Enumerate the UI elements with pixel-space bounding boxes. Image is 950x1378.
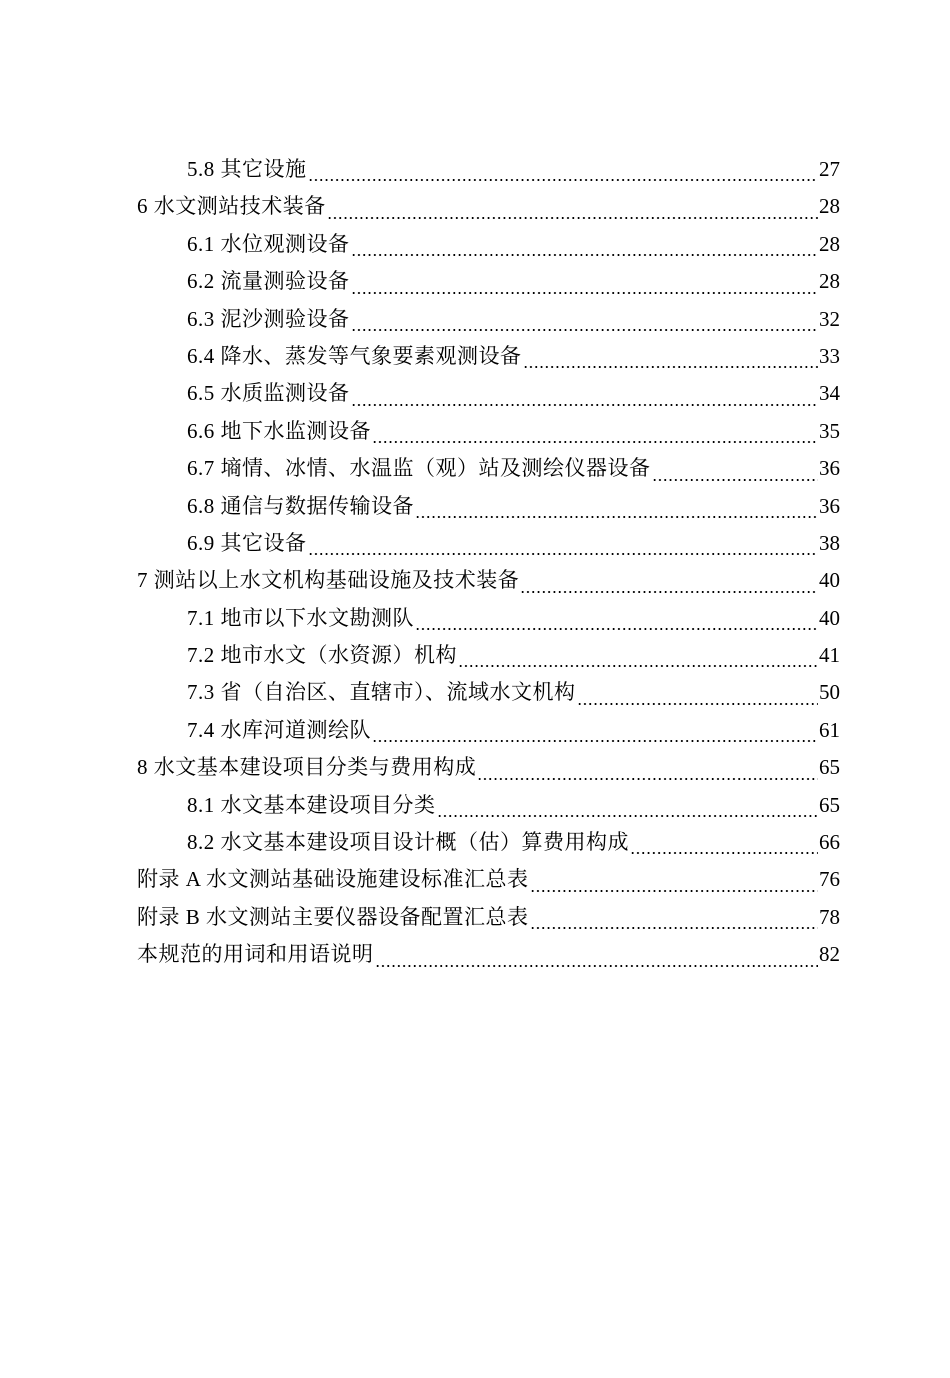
toc-entry-title: 5.8 其它设施 <box>187 157 307 181</box>
toc-entry[interactable] <box>0 188 950 225</box>
toc-entry-page-number: 66 <box>819 830 840 855</box>
toc-entry-title: 7.1 地市以下水文勘测队 <box>187 605 414 630</box>
toc-entry-title: 本规范的用词和用语说明 <box>137 942 374 967</box>
toc-entry-title: 6.4 降水、蒸发等气象要素观测设备 <box>187 343 522 368</box>
toc-entry[interactable] <box>0 787 950 824</box>
toc-entry-page-number: 40 <box>819 568 840 593</box>
toc-entry-page-number: 28 <box>819 194 840 219</box>
toc-entry[interactable] <box>0 749 950 786</box>
toc-entry[interactable] <box>0 301 950 338</box>
toc-entry-title: 6.2 流量测验设备 <box>187 269 350 294</box>
dot-leader <box>351 271 819 301</box>
toc-entry-page-number: 32 <box>819 306 840 331</box>
dot-leader <box>652 458 819 488</box>
toc-entry-page-number: 34 <box>819 381 840 406</box>
toc-entry-page-number: 28 <box>819 231 840 256</box>
toc-entry-page-number: 61 <box>819 717 840 742</box>
toc-entry-title: 7.4 水库河道测绘队 <box>187 717 371 742</box>
toc-entry-title: 6.9 其它设备 <box>187 530 307 555</box>
dot-leader <box>523 345 819 375</box>
toc-entry[interactable] <box>0 488 950 525</box>
dot-leader <box>530 906 818 936</box>
dot-leader <box>351 308 819 338</box>
toc-entry-page-number: 41 <box>819 643 840 668</box>
toc-entry-title: 7.2 地市水文（水资源）机构 <box>187 643 457 668</box>
toc-entry-title: 6.6 地下水监测设备 <box>187 418 371 443</box>
dot-leader <box>577 682 819 712</box>
toc-entry-page-number: 78 <box>819 904 840 929</box>
toc-entry-title: 8.2 水文基本建设项目设计概（估）算费用构成 <box>187 830 629 855</box>
toc-entry[interactable] <box>0 824 950 861</box>
toc-entry[interactable] <box>0 525 950 562</box>
dot-leader <box>437 794 819 824</box>
dot-leader <box>530 869 818 899</box>
dot-leader <box>415 495 818 525</box>
dot-leader <box>415 607 818 637</box>
toc-entry[interactable] <box>0 338 950 375</box>
toc-entry-title: 附录 B 水文测站主要仪器设备配置汇总表 <box>137 904 529 929</box>
toc-entry-page-number: 65 <box>819 755 840 780</box>
dot-leader <box>308 532 819 562</box>
toc-entry-page-number: 50 <box>819 680 840 705</box>
toc-entry[interactable] <box>0 263 950 300</box>
toc-entry-title: 7 测站以上水文机构基础设施及技术装备 <box>137 568 520 593</box>
toc-entry-page-number: 76 <box>819 867 840 892</box>
dot-leader <box>351 383 819 413</box>
dot-leader <box>458 644 818 674</box>
toc-entry[interactable] <box>0 899 950 936</box>
toc-entry-title: 7.3 省（自治区、直辖市）、流域水文机构 <box>187 680 576 705</box>
dot-leader <box>630 831 818 861</box>
dot-leader <box>520 570 818 600</box>
toc-entry[interactable] <box>0 226 950 263</box>
toc-entry-page-number: 65 <box>819 792 840 817</box>
toc-entry[interactable] <box>0 674 950 711</box>
toc-entry-page-number: 38 <box>819 530 840 555</box>
toc-entry-title: 6.3 泥沙测验设备 <box>187 306 350 331</box>
dot-leader <box>351 233 819 263</box>
toc-entry-page-number: 40 <box>819 605 840 630</box>
dot-leader <box>308 158 819 188</box>
dot-leader <box>327 196 818 226</box>
dot-leader <box>375 944 819 974</box>
toc-entry[interactable] <box>0 936 950 973</box>
dot-leader <box>477 757 818 787</box>
toc-entry-title: 6.8 通信与数据传输设备 <box>187 493 414 518</box>
toc-entry-page-number: 36 <box>819 493 840 518</box>
table-of-contents <box>0 151 950 974</box>
toc-entry-title: 6.7 墒情、冰情、水温监（观）站及测绘仪器设备 <box>187 456 651 481</box>
toc-entry[interactable] <box>0 600 950 637</box>
toc-entry-title: 6.5 水质监测设备 <box>187 381 350 406</box>
toc-entry-title: 8 水文基本建设项目分类与费用构成 <box>137 755 477 780</box>
toc-entry[interactable] <box>0 375 950 412</box>
toc-entry[interactable] <box>0 637 950 674</box>
toc-entry-page-number: 35 <box>819 418 840 443</box>
toc-entry-page-number: 27 <box>819 157 840 181</box>
toc-entry-title: 6 水文测站技术装备 <box>137 194 326 219</box>
toc-entry[interactable] <box>0 151 950 188</box>
toc-entry[interactable] <box>0 413 950 450</box>
toc-entry[interactable] <box>0 712 950 749</box>
toc-entry[interactable] <box>0 861 950 898</box>
toc-entry[interactable] <box>0 562 950 599</box>
toc-entry[interactable] <box>0 450 950 487</box>
dot-leader <box>372 420 818 450</box>
toc-entry-page-number: 28 <box>819 269 840 294</box>
dot-leader <box>372 719 818 749</box>
toc-entry-title: 6.1 水位观测设备 <box>187 231 350 256</box>
toc-entry-page-number: 33 <box>819 343 840 368</box>
toc-entry-page-number: 36 <box>819 456 840 481</box>
toc-entry-title: 8.1 水文基本建设项目分类 <box>187 792 436 817</box>
toc-entry-title: 附录 A 水文测站基础设施建设标准汇总表 <box>137 867 529 892</box>
toc-entry-page-number: 82 <box>819 942 840 967</box>
